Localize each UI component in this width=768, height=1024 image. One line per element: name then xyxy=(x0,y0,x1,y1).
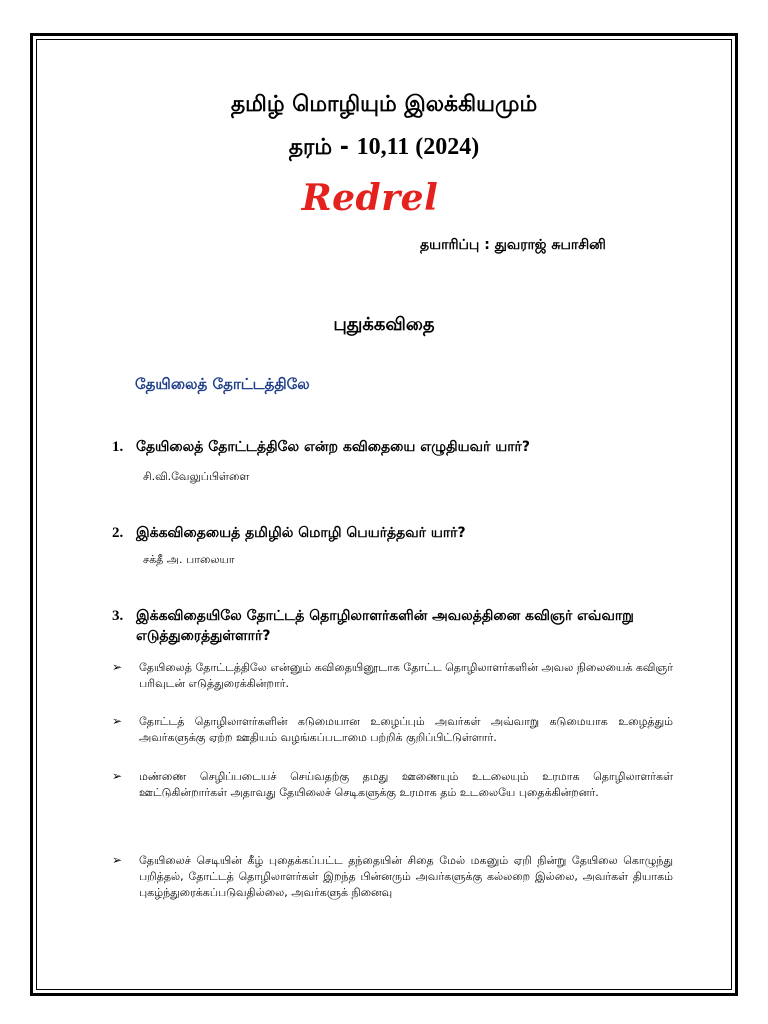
document-grade-line xyxy=(0,134,768,163)
arrow-bullet-icon: ➢ xyxy=(112,769,123,783)
author-credit: தயாரிப்பு : துவராஜ் சுபாசினி xyxy=(420,237,606,253)
question-number: 1. xyxy=(112,439,124,455)
grade-label: தரம் - xyxy=(288,135,349,160)
document-title: தமிழ் மொழியும் இலக்கியமும் xyxy=(230,92,538,117)
question-number: 3. xyxy=(112,608,124,624)
arrow-bullet-icon: ➢ xyxy=(112,853,123,867)
question-text: இக்கவிதையிலே தோட்டத் தொழிலாளர்களின் அவலத்தினை கவிஞர் எவ்வாறு எடுத்துரைத்துள்ளார்? xyxy=(136,608,634,644)
section-title: புதுக்கவிதை xyxy=(333,314,435,335)
arrow-bullet-icon: ➢ xyxy=(112,660,123,674)
bullet-text: தோட்டத் தொழிலாளர்களின் கடுமையான உழைப்பும் அவர்கள் அவ்வாறு கடுமையாக உழைத்தும் அவர்களுக்கு ஏற்ற ஊதியம் வழங்கப்படாமை பற்றிக் குறிப்பிட்டுள்ளார். xyxy=(139,715,673,744)
question-item xyxy=(112,437,672,457)
answer-text: சக்தீ அ. பாலையா xyxy=(143,553,235,566)
grade-numbers: 10,11 (2024) xyxy=(356,134,480,160)
question-item xyxy=(112,606,672,646)
arrow-bullet-icon: ➢ xyxy=(112,714,123,728)
question-number: 2. xyxy=(112,525,124,541)
bullet-text: தேயிலைத் தோட்டத்திலே என்னும் கவிதையினூடாக தோட்ட தொழிலாளர்களின் அவல நிலையைக் கவிஞர் பரிவுடன் எடுத்துரைக்கின்றார். xyxy=(139,661,673,690)
bullet-text: தேயிலைச் செடியின் கீழ் புதைக்கப்பட்ட தந்தையின் சிதை மேல் மகனும் ஏறி நின்று தேயிலை கொழுந்து பறித்தல், தோட்டத் தொழிலாளர்கள் இறந்த பின்னரும் அவர்களுக்கு கல்லறை இல்லை, அவர்கள் தியாகம் புகழ்ந்துரைக்கப்படுவதில்லை, அவர்களுக் நினைவு xyxy=(139,854,673,899)
subsection-title: தேயிலைத் தோட்டத்திலே xyxy=(135,375,310,393)
question-text: இக்கவிதையைத் தமிழில் மொழி பெயர்த்தவர் யார்? xyxy=(136,525,466,541)
bullet-text: மண்ணை செழிப்படையச் செய்வதற்கு தமது ஊணையும் உடலையும் உரமாக தொழிலாளர்கள் ஊட்டுகின்றார்கள் அதாவது தேயிலைச் செடிகளுக்கு உரமாக தம் உடலையே புதைக்கின்றனர். xyxy=(139,770,673,799)
question-item xyxy=(112,523,672,543)
brand-logo: Redrel xyxy=(301,177,439,219)
question-text: தேயிலைத் தோட்டத்திலே என்ற கவிதையை எழுதியவர் யார்? xyxy=(136,439,530,455)
answer-text: சி.வி.வேலுப்பிள்ளை xyxy=(143,470,250,483)
